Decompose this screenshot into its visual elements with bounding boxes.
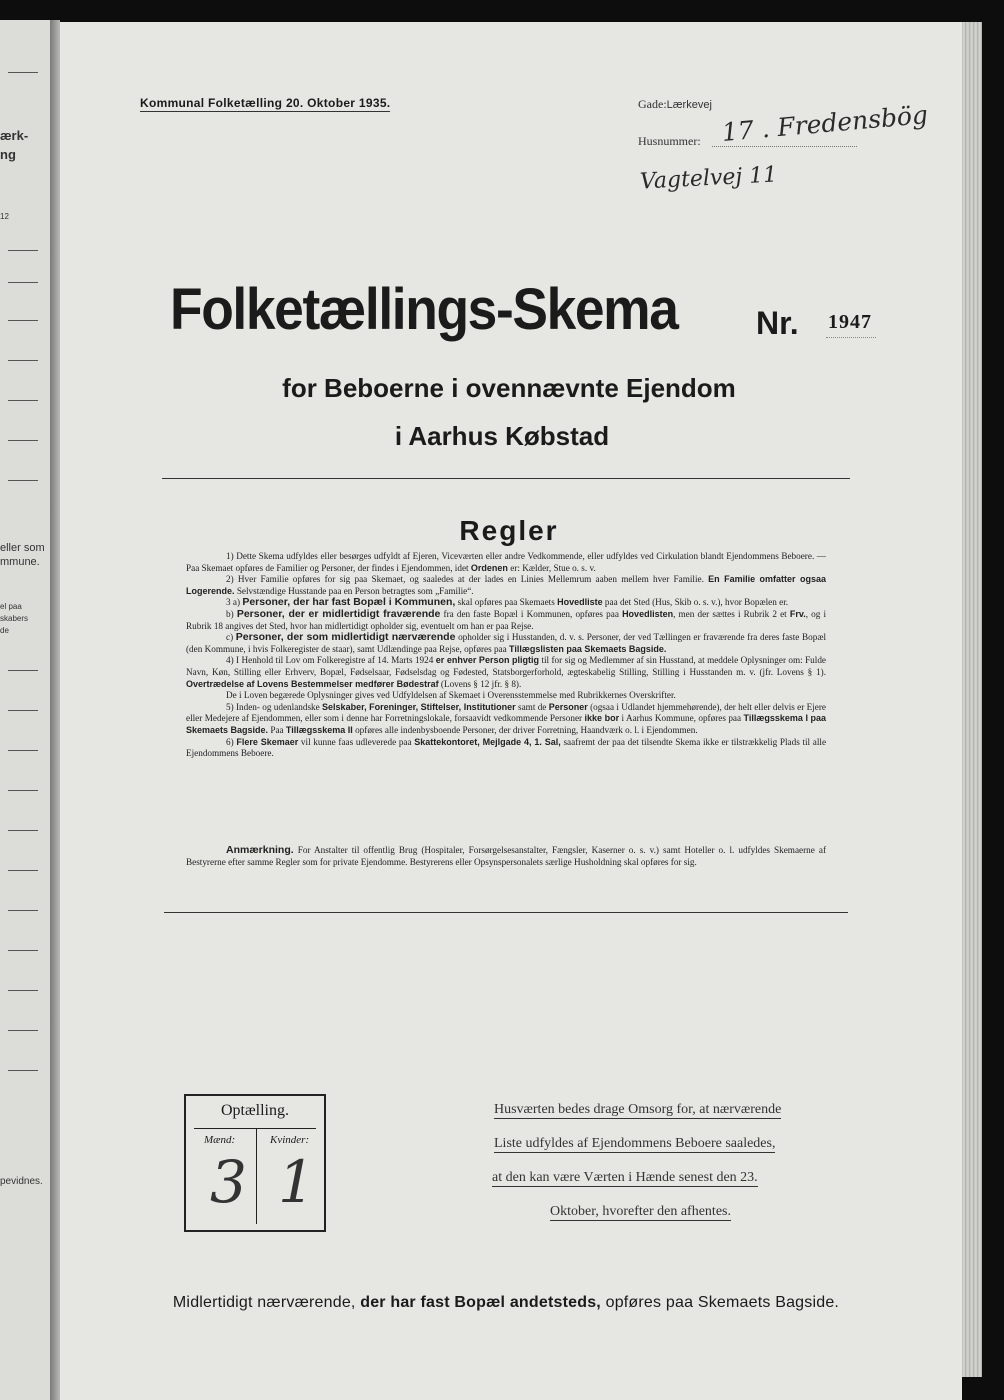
- footer-part-2: der har fast Bopæl andetsteds,: [360, 1294, 601, 1311]
- fragment-text: el paa: [0, 602, 22, 611]
- divider: [8, 360, 38, 361]
- book-gutter: [50, 20, 60, 1400]
- gade-label: Gade:: [638, 97, 667, 111]
- page-edges: [962, 22, 982, 1377]
- fragment-text: de: [0, 626, 9, 635]
- rule-6: 6) Flere Skemaer vil kunne faas udleverede paa Skattekontoret, Mejlgade 4, 1. Sal, saafremt der paa det tilsendte Skema ikke er tilstrækkelig Plads til alle Ejendommens Beboere.: [186, 736, 827, 759]
- divider: [8, 670, 38, 671]
- rule-3a: 3 a) Personer, der har fast Bopæl i Kommunen, skal opføres paa Skemaets Hovedliste paa det Sted (Hus, Skib o. s. v.), hvor Bopælen er.: [226, 596, 789, 609]
- remark: [186, 845, 826, 868]
- divider: [256, 1128, 257, 1224]
- husnummer-handwritten: 17 . Fredensbög: [720, 100, 930, 147]
- notice-line: Husværten bedes drage Omsorg for, at nærværende: [494, 1102, 782, 1117]
- gade-field: [638, 97, 712, 112]
- men-count: 3: [210, 1148, 247, 1216]
- divider: [8, 480, 38, 481]
- footer-note: [0, 1294, 1004, 1312]
- remark-label: Anmærkning.: [226, 844, 294, 856]
- divider: [8, 870, 38, 871]
- handwritten-address: Vagtelvej 11: [639, 162, 778, 195]
- divider: [8, 282, 38, 283]
- footer-part-3: opføres paa Skemaets Bagside.: [605, 1294, 840, 1311]
- fragment-text: pevidnes.: [0, 1176, 43, 1187]
- rule-4-extra: De i Loven begærede Oplysninger gives ved Udfyldelsen af Skemaet i Overensstemmelse med Rubrikkernes Overskrifter.: [226, 690, 676, 701]
- divider: [8, 72, 38, 73]
- rule-1: 1) Dette Skema udfyldes eller besørges udfyldt af Ejeren, Viceværten eller andre Vedkommende, eller udfyldes ved Cirkulation blandt Ejendommens Beboere. — Paa Skemaet opføres de Familier og Personer, der findes i Ejendommen, idet Ordenen er: Kælder, Stue o. s. v.: [186, 551, 826, 573]
- divider: [8, 750, 38, 751]
- divider: [8, 950, 38, 951]
- fragment-text: eller som: [0, 542, 45, 554]
- divider: [162, 478, 850, 479]
- divider: [8, 710, 38, 711]
- form-number-label: Nr.: [756, 305, 799, 341]
- divider: [8, 1070, 38, 1071]
- fragment-text: ærk-: [0, 128, 29, 143]
- gade-value: Lærkevej: [666, 99, 712, 111]
- subtitle-city: i Aarhus Købstad: [394, 421, 610, 451]
- form-title: Folketællings-Skema: [170, 277, 678, 342]
- rules-text: [186, 551, 826, 760]
- divider: [8, 990, 38, 991]
- fragment-text: mmune.: [0, 556, 40, 568]
- husnummer-line: [712, 146, 857, 147]
- rule-5: 5) Inden- og udenlandske Selskaber, Foreninger, Stiftelser, Institutioner samt de Personer (ogsaa i Udlandet hjemmehørende), der helt eller delvis er Ejere eller Medejere af Ejendommen, eller som i denne har Forretningslokale, forsaavidt vedkommende Personer ikke bor i Aarhus Kommune, opføres paa Tillægsskema I paa Skemaets Bagside. Paa Tillægsskema II opføres alle indenbysboende Personer, der driver Forretning, Haandværk o. l. i Ejendommen.: [186, 701, 827, 735]
- husnummer-label: Husnummer:: [638, 134, 701, 148]
- divider: [8, 830, 38, 831]
- footer-part-1: Midlertidigt nærværende,: [172, 1294, 356, 1311]
- adjacent-page-fragment: [0, 20, 50, 1400]
- rule-3b: b) Personer, der er midlertidigt fraværende fra den faste Bopæl i Kommunen, opføres paa Hovedlisten, men der sættes i Rubrik 2 et Frv., og i Rubrik 18 angives det Sted, hvor han midlertidigt opholder sig, eventuelt om han er paa Rejse.: [186, 607, 827, 631]
- notice-line: Oktober, hvorefter den afhentes.: [550, 1204, 731, 1219]
- divider: [8, 910, 38, 911]
- fragment-text: 12: [0, 212, 9, 221]
- women-label: Kvinder:: [270, 1134, 310, 1146]
- notice-line: at den kan være Værten i Hænde senest den 23.: [492, 1170, 758, 1185]
- divider: [8, 320, 38, 321]
- fragment-text: skabers: [0, 614, 29, 623]
- rule-3c: c) Personer, der som midlertidigt nærværende opholder sig i Husstanden, d. v. s. Personer, der ved Tællingen er fraværende fra deres faste Bopæl (den Kommune, i hvis Folkeregister de staar), samt Udlændinge paa Rejse, opføres paa Tillægslisten paa Skemaets Bagside.: [186, 631, 827, 654]
- divider: [164, 912, 848, 913]
- form-number: 1947: [828, 311, 872, 333]
- subtitle-residents: for Beboerne i ovennævnte Ejendom: [282, 373, 736, 403]
- rule-2: 2) Hver Familie opføres for sig paa Skemaet, og saaledes at der lades en Linies Mellemrum aaben mellem hver Familie. En Familie omfatter ogsaa Logerende. Selvstændige Husstande paa en Person betragtes som „Familie“.: [186, 574, 826, 596]
- remark-text: For Anstalter til offentlig Brug (Hospitaler, Forsørgelsesanstalter, Fængsler, Kaserner o. s. v.) samt Hoteller o. l. udfyldes Skemaerne af Bestyrerne efter samme Regler som for private Ejendomme. Bestyrerens eller Opsynspersonalets særlige Husholdning skal opføres for sig.: [186, 845, 827, 867]
- census-title: Kommunal Folketælling 20. Oktober 1935.: [140, 96, 391, 110]
- count-box: [184, 1094, 326, 1232]
- fragment-text: ng: [0, 147, 16, 162]
- rules-heading: Regler: [459, 515, 559, 546]
- number-line: [826, 337, 876, 338]
- women-count: 1: [278, 1148, 315, 1216]
- men-label: Mænd:: [204, 1134, 236, 1146]
- count-title: Optælling.: [220, 1102, 289, 1119]
- divider: [194, 1128, 316, 1129]
- rule-4: 4) I Henhold til Lov om Folkeregistre af 14. Marts 1924 er enhver Person pligtig til for sig og Medlemmer af sin Husstand, at meddele Oplysninger om: Fulde Navn, Køn, Stilling eller Erhverv, Bopæl, Fødselsaar, Fødselsdag og Fødested, Statsborgerforhold, ægteskabelig Stilling, Stilling i Husstanden m. v. (jfr. Lovens § 1). Overtrædelse af Lovens Bestemmelser medfører Bødestraf (Lovens § 12 jfr. § 8).: [186, 655, 826, 689]
- divider: [8, 1030, 38, 1031]
- notice-line: Liste udfyldes af Ejendommens Beboere saaledes,: [494, 1136, 776, 1151]
- divider: [8, 790, 38, 791]
- divider: [8, 250, 38, 251]
